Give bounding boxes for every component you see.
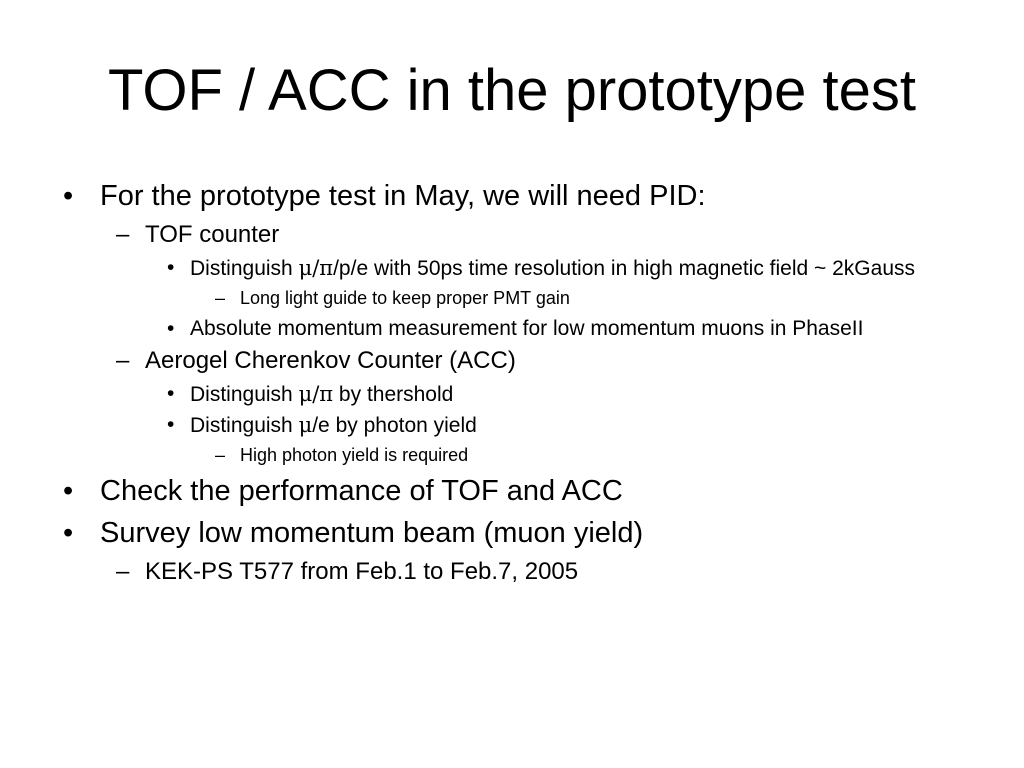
slide-title: TOF / ACC in the prototype test [107,58,917,123]
bullet-text-suffix: /p/e with 50ps time resolution in high magnetic field ~ 2kGauss [333,257,915,280]
bullet-text: Survey low momentum beam (muon yield) [100,517,644,549]
bullet-survey-beam [0,515,1024,551]
greek-symbols: μ [298,413,313,437]
bullet-text: Long light guide to keep proper PMT gain [240,288,570,308]
greek-symbols: μ/π [298,382,334,406]
sub-bullet-acc [0,346,1024,376]
bullet-text: TOF counter [145,221,280,248]
bullet-text: Absolute momentum measurement for low momentum muons in PhaseII [190,317,864,340]
slide-body [0,178,1024,592]
bullet-check-performance [0,473,1024,509]
sub-bullet-tof-counter [0,220,1024,250]
bullet-text: High photon yield is required [240,445,469,465]
bullet-text-prefix: Distinguish [190,383,299,406]
bullet-marker: • [167,256,175,279]
dash-marker: – [116,558,130,585]
bullet-text-suffix: by thershold [333,383,454,406]
dash-marker: – [116,221,130,248]
dash-marker: – [215,445,226,465]
bullet-text-suffix: /e by photon yield [312,414,477,437]
sub-bullet-distinguish-tof [0,255,1024,282]
dash-marker: – [215,288,226,308]
bullet-text: Check the performance of TOF and ACC [100,475,623,507]
greek-symbols: μ/π [298,256,334,280]
dash-marker: – [116,347,130,374]
bullet-text: Aerogel Cherenkov Counter (ACC) [145,347,516,374]
bullet-marker: • [167,382,175,405]
sub-bullet-light-guide [0,286,1024,310]
sub-bullet-distinguish-threshold [0,381,1024,408]
bullet-text: KEK-PS T577 from Feb.1 to Feb.7, 2005 [145,558,579,585]
bullet-text-prefix: Distinguish [190,257,299,280]
sub-bullet-distinguish-photon-yield [0,412,1024,439]
sub-bullet-absolute-momentum [0,316,1024,342]
sub-bullet-high-photon-yield [0,443,1024,467]
bullet-marker: • [167,413,175,436]
bullet-marker: • [63,475,74,507]
bullet-prototype-pid [0,178,1024,214]
bullet-text-prefix: Distinguish [190,414,299,437]
bullet-marker: • [63,180,74,212]
bullet-marker: • [63,517,74,549]
bullet-text: For the prototype test in May, we will need PID: [100,180,706,212]
bullet-marker: • [167,317,175,340]
sub-bullet-kek-ps [0,557,1024,587]
